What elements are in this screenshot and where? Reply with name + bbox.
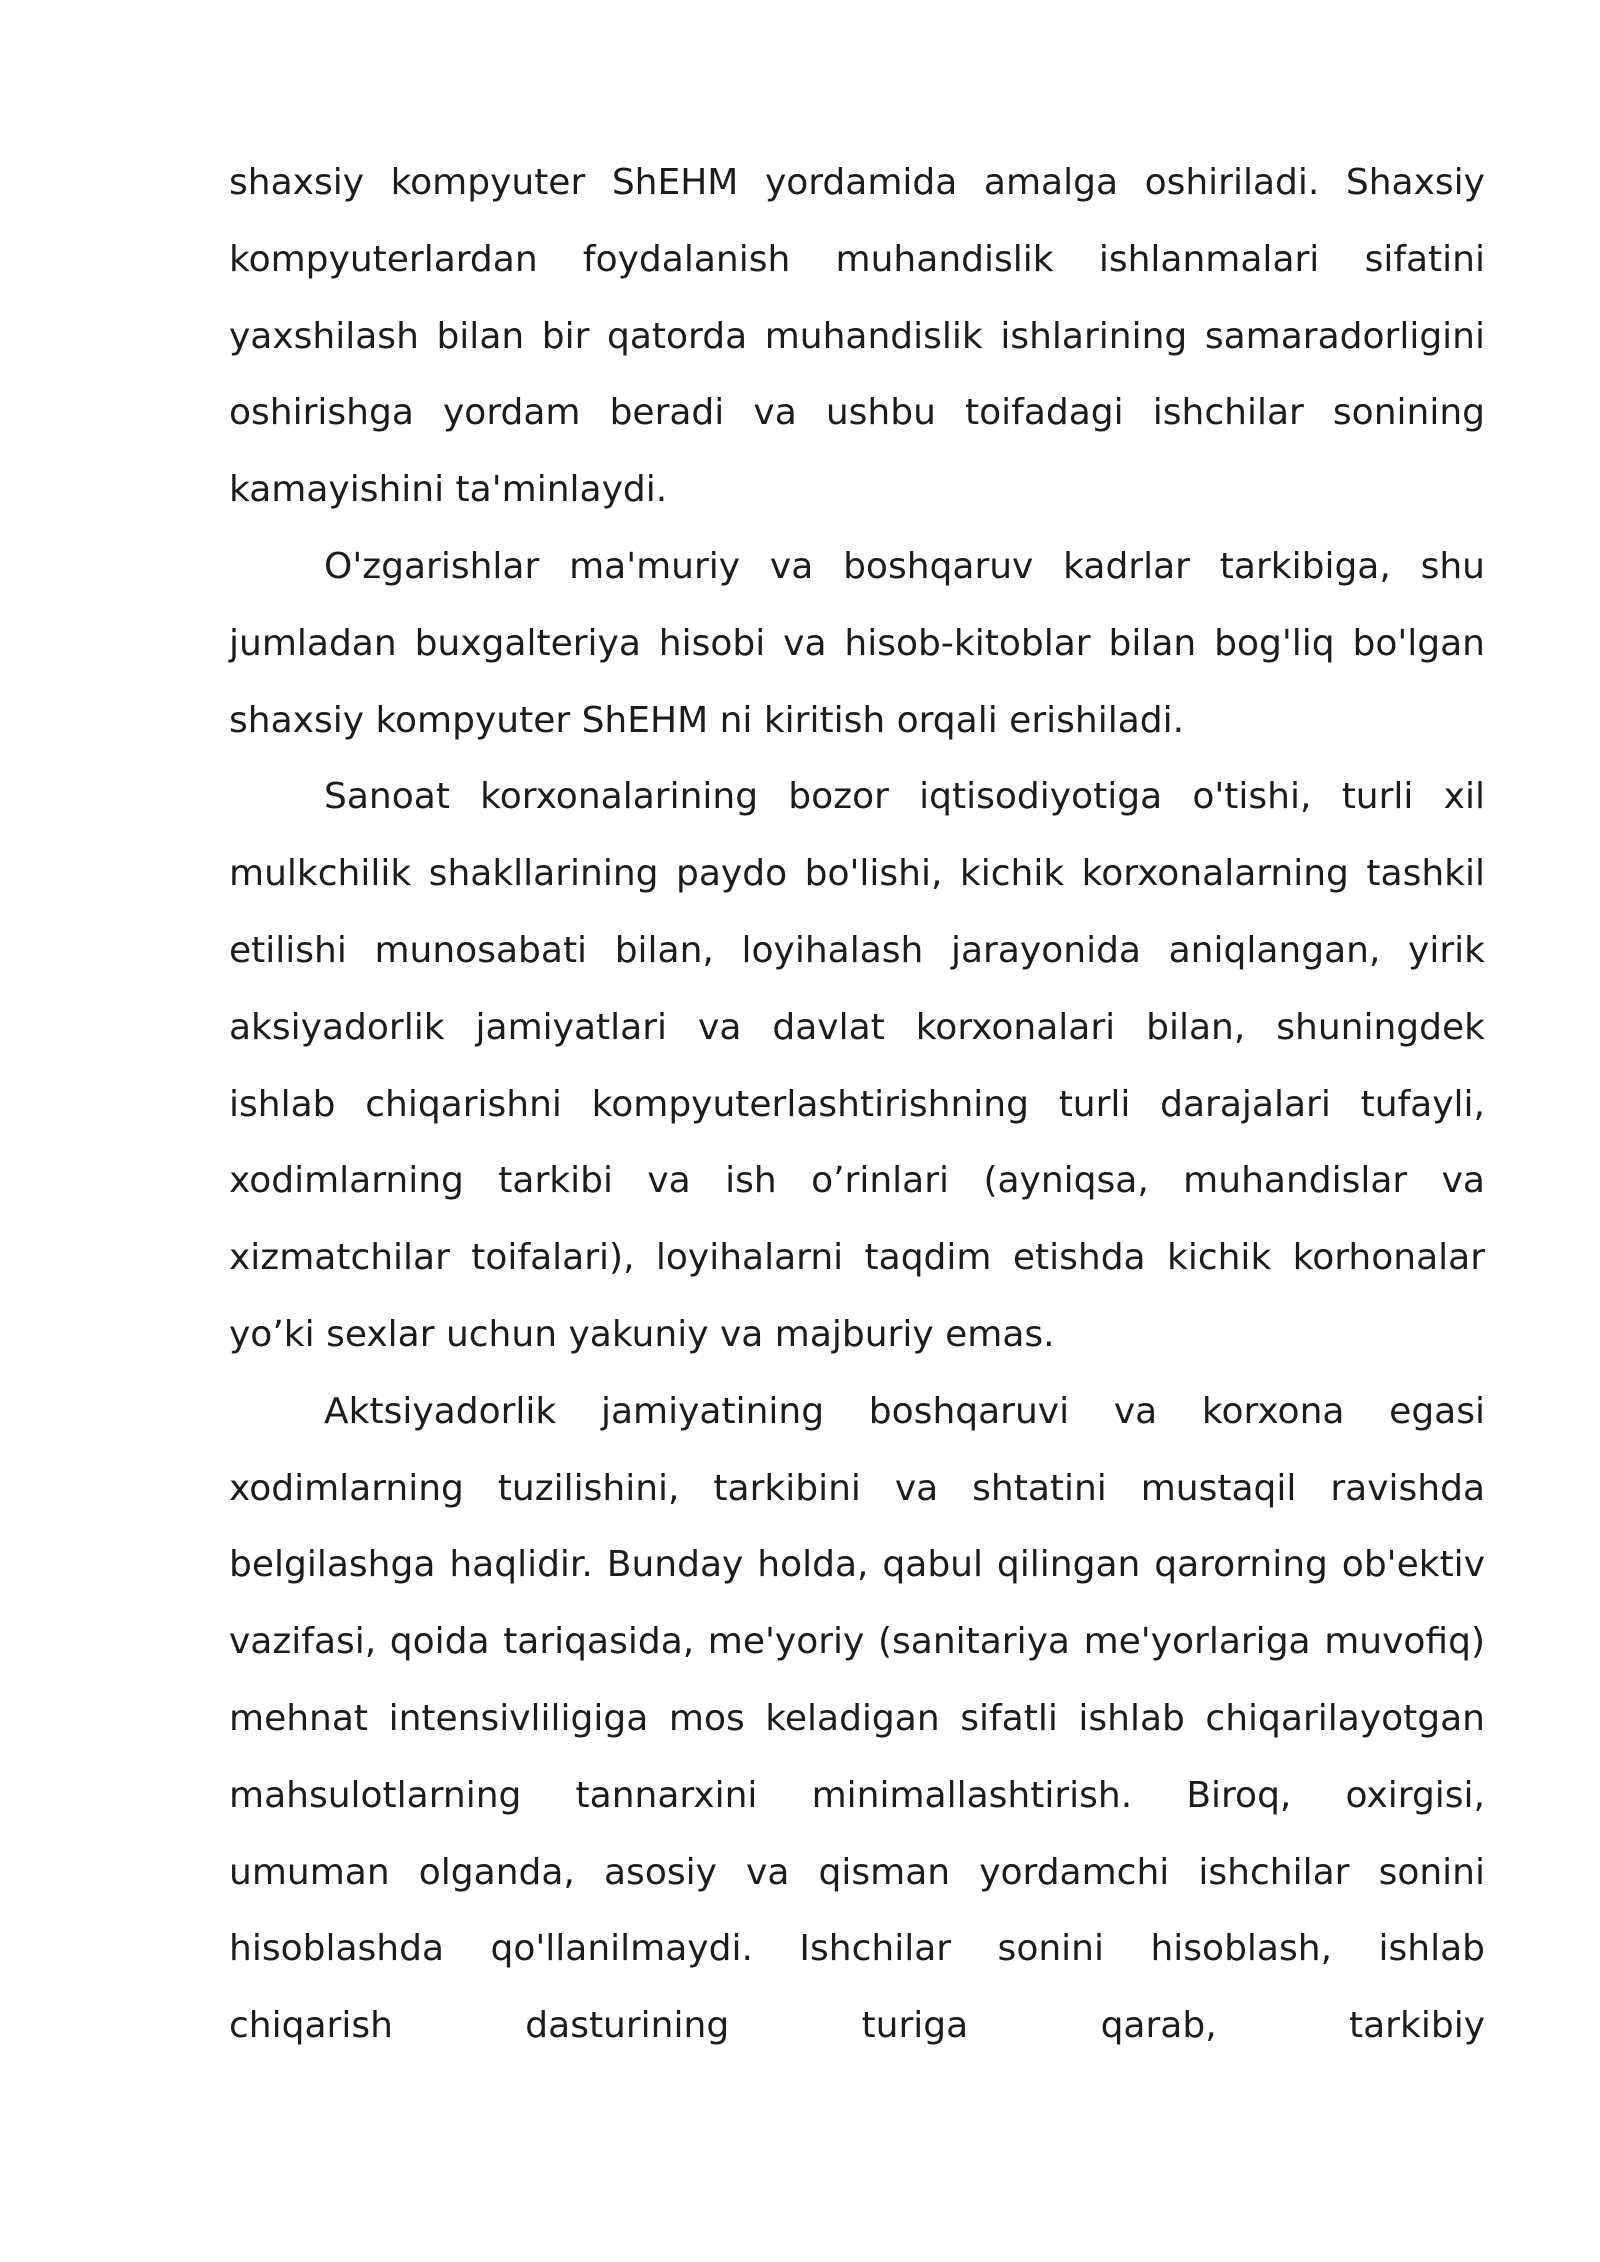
paragraph-2: O'zgarishlar ma'muriy va boshqaruv kadrlar tarkibiga, shu jumladan buxgalteriya hisobi va hisob-kitoblar bilan bog'liq bo'lgan shaxsiy kompyuter ShEHM ni kiritish orqali erishiladi. [229,545,1485,741]
paragraph-3: Sanoat korxonalarining bozor iqtisodiyotiga o'tishi, turli xil mulkchilik shakllarining paydo bo'lishi, kichik korxonalarning tashkil etilishi munosabati bilan, loyihalash jarayonida aniqlangan, yirik aksiyadorlik jamiyatlari va davlat korxonalari bilan, shuningdek ishlab chiqarishni kompyuterlashtirishning turli darajalari tufayli, xodimlarning tarkibi va ish o’rinlari (ayniqsa, muhandislar va xizmatchilar toifalari), loyihalarni taqdim etishda kichik korhonalar yo’ki sexlar uchun yakuniy va majburiy emas. [229,776,1485,1355]
paragraph-4: Aktsiyadorlik jamiyatining boshqaruvi va korxona egasi xodimlarning tuzilishini, tarkibini va shtatini mustaqil ravishda belgilashga haqlidir. Bunday holda, qabul qilingan qarorning ob'ektiv vazifasi, qoida tariqasida, me'yoriy (sanitariya me'yorlariga muvofiq) mehnat intensivliligiga mos keladigan sifatli ishlab chiqarilayotgan mahsulotlarning tannarxini minimallashtirish. Biroq, oxirgisi, umuman olganda, asosiy va qisman yordamchi ishchilar sonini hisoblashda qo'llanilmaydi. Ishchilar sonini hisoblash, ishlab chiqarish dasturining turiga qarab, tarkibiy [229,1390,1485,2047]
paragraph-1: shaxsiy kompyuter ShEHM yordamida amalga oshiriladi. Shaxsiy kompyuterlardan foydalanish muhandislik ishlanmalari sifatini yaxshilash bilan bir qatorda muhandislik ishlarining samaradorligini oshirishga yordam beradi va ushbu toifadagi ishchilar sonining kamayishini ta'minlaydi. [229,162,1485,511]
body-text [229,145,1485,2065]
